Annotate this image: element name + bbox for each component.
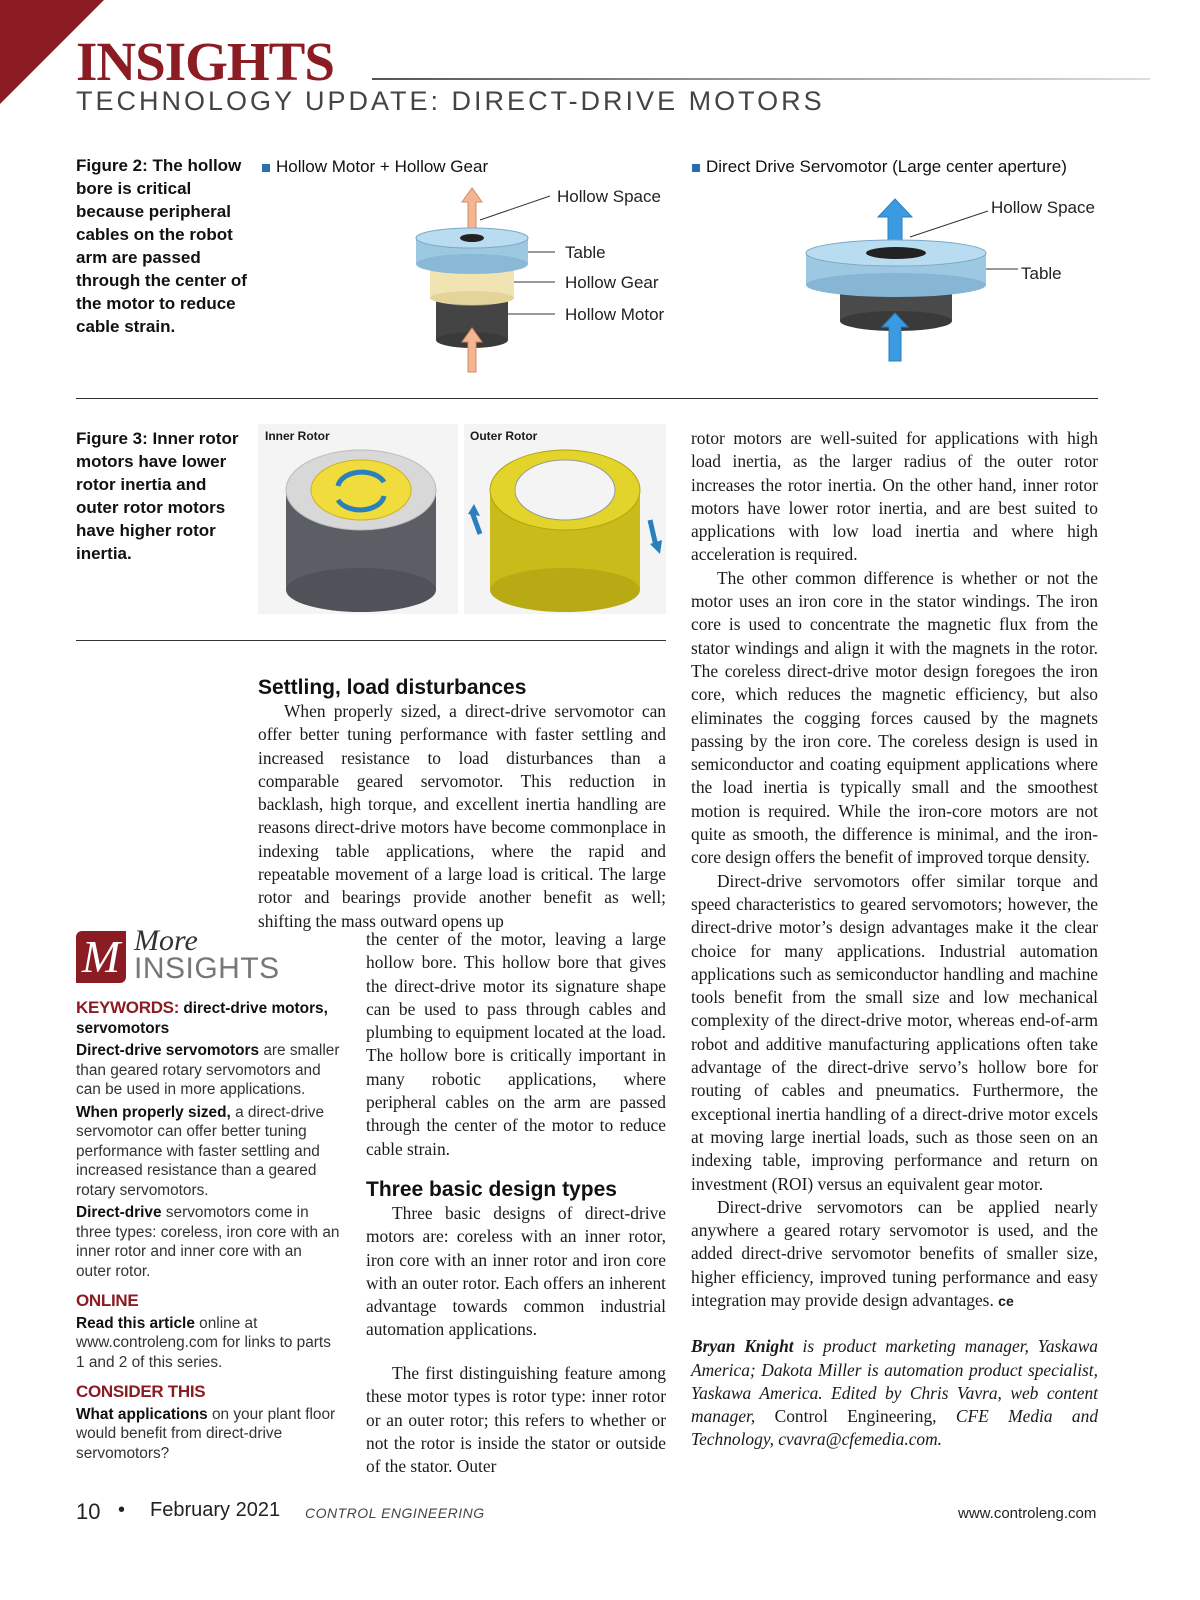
- header-rule: [372, 78, 1150, 80]
- figure-3-divider: [76, 640, 666, 641]
- paragraph-conclusion: Direct-drive servomotors can be applied nearly anywhere a geared rotary servomotor is used, and the added direct-drive servomotor benefits of smaller size, higher efficiency, improved tuning performance and easy integration may provide design advantages. ce: [691, 1196, 1098, 1310]
- paragraph-rotor-type: The first distinguishing feature among these motor types is rotor type: inner rotor or an outer rotor; this refers to whether or not the rotor is inside the stator or outside of the stator. Outer: [366, 1363, 666, 1477]
- figure-3-diagram: [258, 424, 666, 614]
- figure-2-left-title: Hollow Motor + Hollow Gear: [262, 157, 488, 177]
- callout-hollow-space-right: Hollow Space: [991, 198, 1095, 217]
- heading-design-types: Three basic design types: [366, 1178, 617, 1201]
- callout-hollow-space-left: Hollow Space: [557, 187, 661, 206]
- figure-2-right-title: Direct Drive Servomotor (Large center aperture): [692, 157, 1067, 177]
- paragraph-outer-rotor: rotor motors are well-suited for applications with high load inertia, as the larger radius of the outer rotor increases the rotor inertia. On the other hand, inner rotor motors have lower rotor inertia, and are best suited to applications with low load inertia and where high acceleration is required.: [691, 428, 1098, 565]
- outer-rotor-label: Outer Rotor: [470, 429, 538, 443]
- callout-table-left: Table: [565, 243, 606, 262]
- issue-date: February 2021: [150, 1499, 281, 1521]
- inner-rotor-label: Inner Rotor: [265, 429, 330, 443]
- page-subtitle: TECHNOLOGY UPDATE: DIRECT-DRIVE MOTORS: [76, 86, 825, 116]
- paragraph-design-types: Three basic designs of direct-drive motors are: coreless with an inner rotor, iron core with an inner rotor and iron core with an outer rotor. Each offers an inherent advantage towards common industrial automation applications.: [366, 1203, 666, 1340]
- paragraph-characteristics: Direct-drive servomotors offer similar torque and speed characteristics to geared servomotors; however, the direct-drive motor’s design advantages make it the clear choice for many applications. Industrial automation applications such as semiconductor handling and machine tools benefit from the small size and low mechanical complexity of the direct-drive motor, whereas end-of-arm robot and additive manufacturing applications often take advantage of the direct-drive servo’s hollow bore for routing of cables and pneumatics. Furthermore, the exceptional inertia handling of a direct-drive motor excels at moving large inertial loads, such as those seen on an indexing table, improving performance and return on investment (ROI) versus an equivalent gear motor.: [691, 870, 1098, 1194]
- figure-3-caption: Figure 3: Inner rotor motors have lower rotor inertia and outer rotor motors have higher rotor inertia.: [76, 429, 239, 563]
- more-label: More: [134, 924, 198, 957]
- section-brand: INSIGHTS: [76, 31, 334, 92]
- consider-heading: CONSIDER THIS: [76, 1382, 206, 1401]
- heading-settling: Settling, load disturbances: [258, 676, 527, 699]
- insights-label: INSIGHTS: [134, 952, 280, 985]
- magazine-name: CONTROL ENGINEERING: [305, 1505, 485, 1521]
- sidebar-keywords: KEYWORDS: direct-drive motors, servomotors Direct-drive servomotors are smaller than geared rotary servomotors and can be used in more applications. When properly sized, a direct-drive servomotor can offer better tuning performance with faster settling and increased resistance than a geared rotary servomotors. Direct-drive servomotors come in three types: coreless, iron core with an inner rotor and inner core with an outer rotor. ONLINE Read this article online at www.controleng.com for links to parts 1 and 2 of this series. CONSIDER THIS What applications on your plant floor would benefit from direct-drive servomotors?: [76, 998, 340, 1462]
- author-bio: Bryan Knight is product marketing manager, Yaskawa America; Dakota Miller is automation product specialist, Yaskawa America. Edited by Chris Vavra, web content manager, Control Engineering, CFE Media and Technology, cvavra@cfemedia.com.: [691, 1336, 1099, 1450]
- figure-2-divider: [76, 398, 1098, 399]
- online-heading: ONLINE: [76, 1291, 139, 1310]
- paragraph-settling: When properly sized, a direct-drive servomotor can offer better tuning performance with faster settling and increased resistance to load disturbances than a comparable geared servomotor. This reduction in backlash, high torque, and excellent inertia handling are reasons direct-drive motors have become commonplace in indexing table applications, where the rapid and repeatable movement of a large load is critical. The large rotor and bearings provide another benefit as well; shifting the mass outward opens up: [258, 701, 666, 931]
- website-url: www.controleng.com: [958, 1505, 1097, 1522]
- end-mark: ce: [998, 1292, 1014, 1309]
- callout-hollow-gear: Hollow Gear: [565, 273, 659, 292]
- more-insights-logo: M: [76, 931, 126, 983]
- paragraph-settling-continued: the center of the motor, leaving a large hollow bore. This hollow bore that gives the direct-drive motor its signature shape can be used to pass through cables and plumbing to equipment located at the load. The hollow bore is critically important in many robotic applications, where peripheral cables on the arm are passed through the center of the motor to reduce cable strain.: [366, 929, 666, 1159]
- figure-2-caption: Figure 2: The hollow bore is critical because peripheral cables on the robot arm are passed through the center of the motor to reduce cable strain.: [76, 156, 247, 336]
- page-number: 10: [76, 1499, 101, 1524]
- callout-table-right: Table: [1021, 264, 1062, 283]
- callout-hollow-motor: Hollow Motor: [565, 305, 665, 324]
- right-column: [691, 427, 1098, 1452]
- footer-bullet: •: [118, 1499, 126, 1521]
- paragraph-iron-core: The other common difference is whether or not the motor uses an iron core in the stator windings. The iron core is used to concentrate the magnetic flux from the stator windings and align it with the magnets in the rotor. The coreless direct-drive motor design foregoes the iron core, which reduces the magnetic efficiency, but also eliminates the cogging forces caused by the magnets passing by the iron core. The coreless design is used in semiconductor and coating equipment applications where the load inertia is typically small and the smoothest motion is required. While the iron-core motors are not quite as smooth, the difference is minimal, and the iron-core design offers the benefit of improved torque density.: [691, 567, 1098, 868]
